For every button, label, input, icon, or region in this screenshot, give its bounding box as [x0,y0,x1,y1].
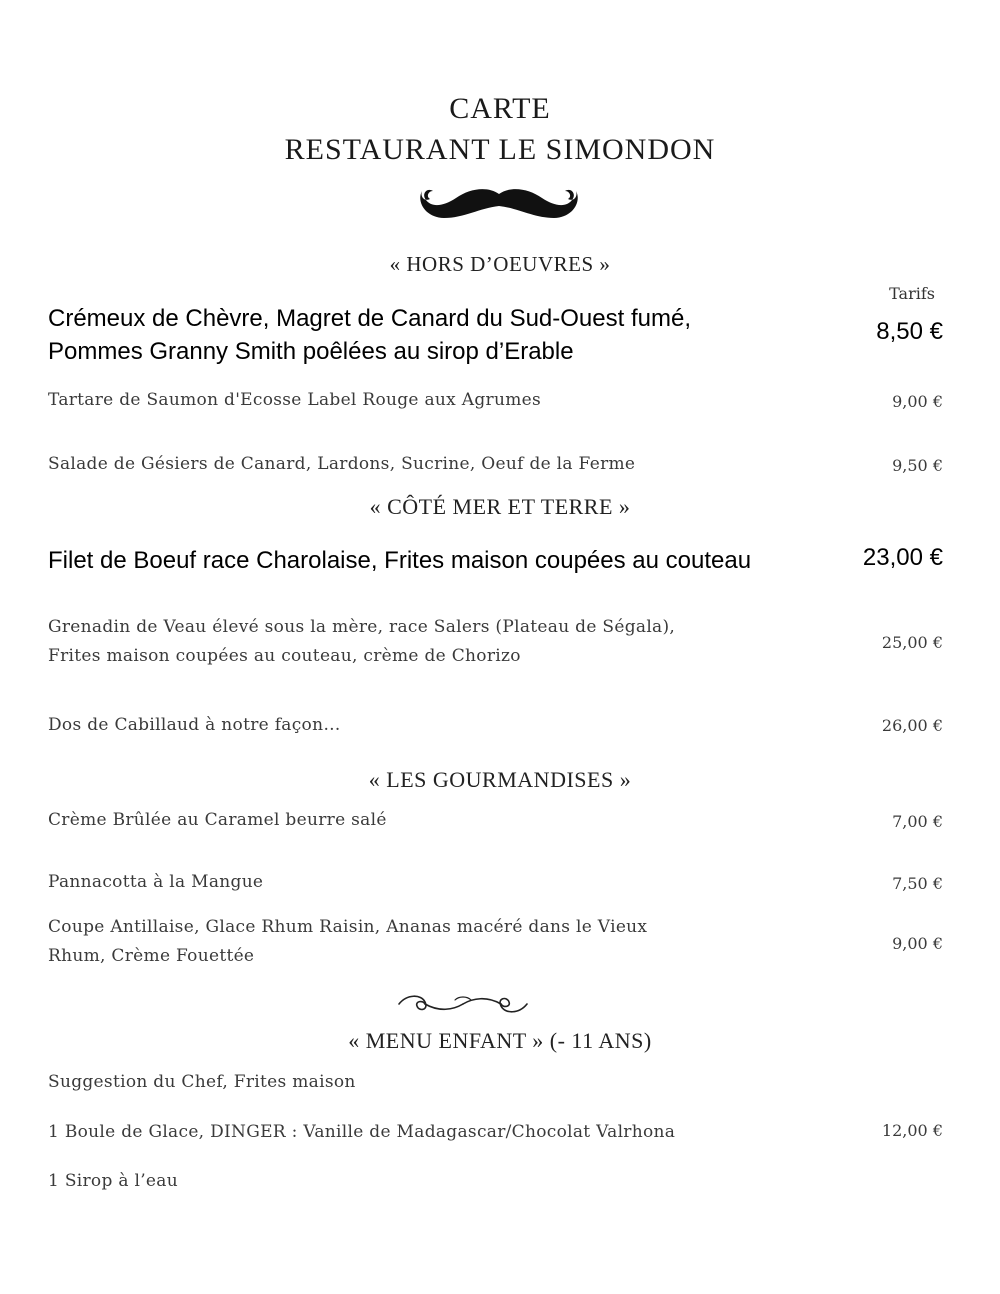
flourish-divider-icon [395,990,531,1018]
menu-item-price: 9,00 € [892,934,943,953]
menu-item-line: Coupe Antillaise, Glace Rhum Raisin, Ananas macéré dans le Vieux [48,917,648,937]
menu-item-sirop: 1 Sirop à l’eau [48,1171,178,1191]
menu-item-price: 7,00 € [892,812,943,831]
menu-item-filet-boeuf: Filet de Boeuf race Charolaise, Frites maison coupées au couteau [48,547,752,574]
menu-item-price: 25,00 € [881,633,943,652]
menu-item-price: 7,50 € [892,874,943,893]
section-title-menu-enfant: « MENU ENFANT » (- 11 ANS) [348,1028,652,1053]
menu-item-line: Crémeux de Chèvre, Magret de Canard du Sud-Ouest fumé, [48,305,691,332]
restaurant-name: RESTAURANT LE SIMONDON [284,133,716,166]
menu-item-coupe-antillaise [48,913,647,971]
menu-item-cremeux [48,302,691,368]
menu-title: CARTE [449,92,551,125]
tarifs-label: Tarifs [889,284,935,303]
menu-item-price: 9,50 € [892,456,943,475]
menu-item-price: 9,00 € [892,392,943,411]
mustache-icon [418,184,580,230]
section-title-gourmandises: « LES GOURMANDISES » [368,767,632,792]
section-title-hors-doeuvres: « HORS D’OEUVRES » [389,252,611,276]
menu-item-price: 23,00 € [862,544,943,571]
section-title-cote-mer-terre: « CÔTÉ MER ET TERRE » [369,494,631,519]
menu-item-price: 12,00 € [881,1121,943,1140]
menu-item-boule-glace: 1 Boule de Glace, DINGER : Vanille de Madagascar/Chocolat Valrhona [48,1122,676,1142]
menu-item-line: Pommes Granny Smith poêlées au sirop d’Erable [48,338,574,365]
menu-item-price: 26,00 € [881,716,943,735]
menu-item-cabillaud: Dos de Cabillaud à notre façon… [48,715,341,735]
menu-item-pannacotta: Pannacotta à la Mangue [48,872,264,892]
menu-item-grenadin-veau [48,613,675,671]
menu-item-line: Grenadin de Veau élevé sous la mère, race Salers (Plateau de Ségala), [48,617,676,637]
menu-item-salade: Salade de Gésiers de Canard, Lardons, Sucrine, Oeuf de la Ferme [48,454,636,474]
menu-item-tartare: Tartare de Saumon d'Ecosse Label Rouge aux Agrumes [48,390,542,410]
menu-item-suggestion-chef: Suggestion du Chef, Frites maison [48,1072,356,1092]
menu-item-line: Rhum, Crème Fouettée [48,946,255,966]
menu-item-price: 8,50 € [876,318,943,345]
menu-item-creme-brulee: Crème Brûlée au Caramel beurre salé [48,810,387,830]
menu-item-line: Frites maison coupées au couteau, crème de Chorizo [48,646,521,666]
